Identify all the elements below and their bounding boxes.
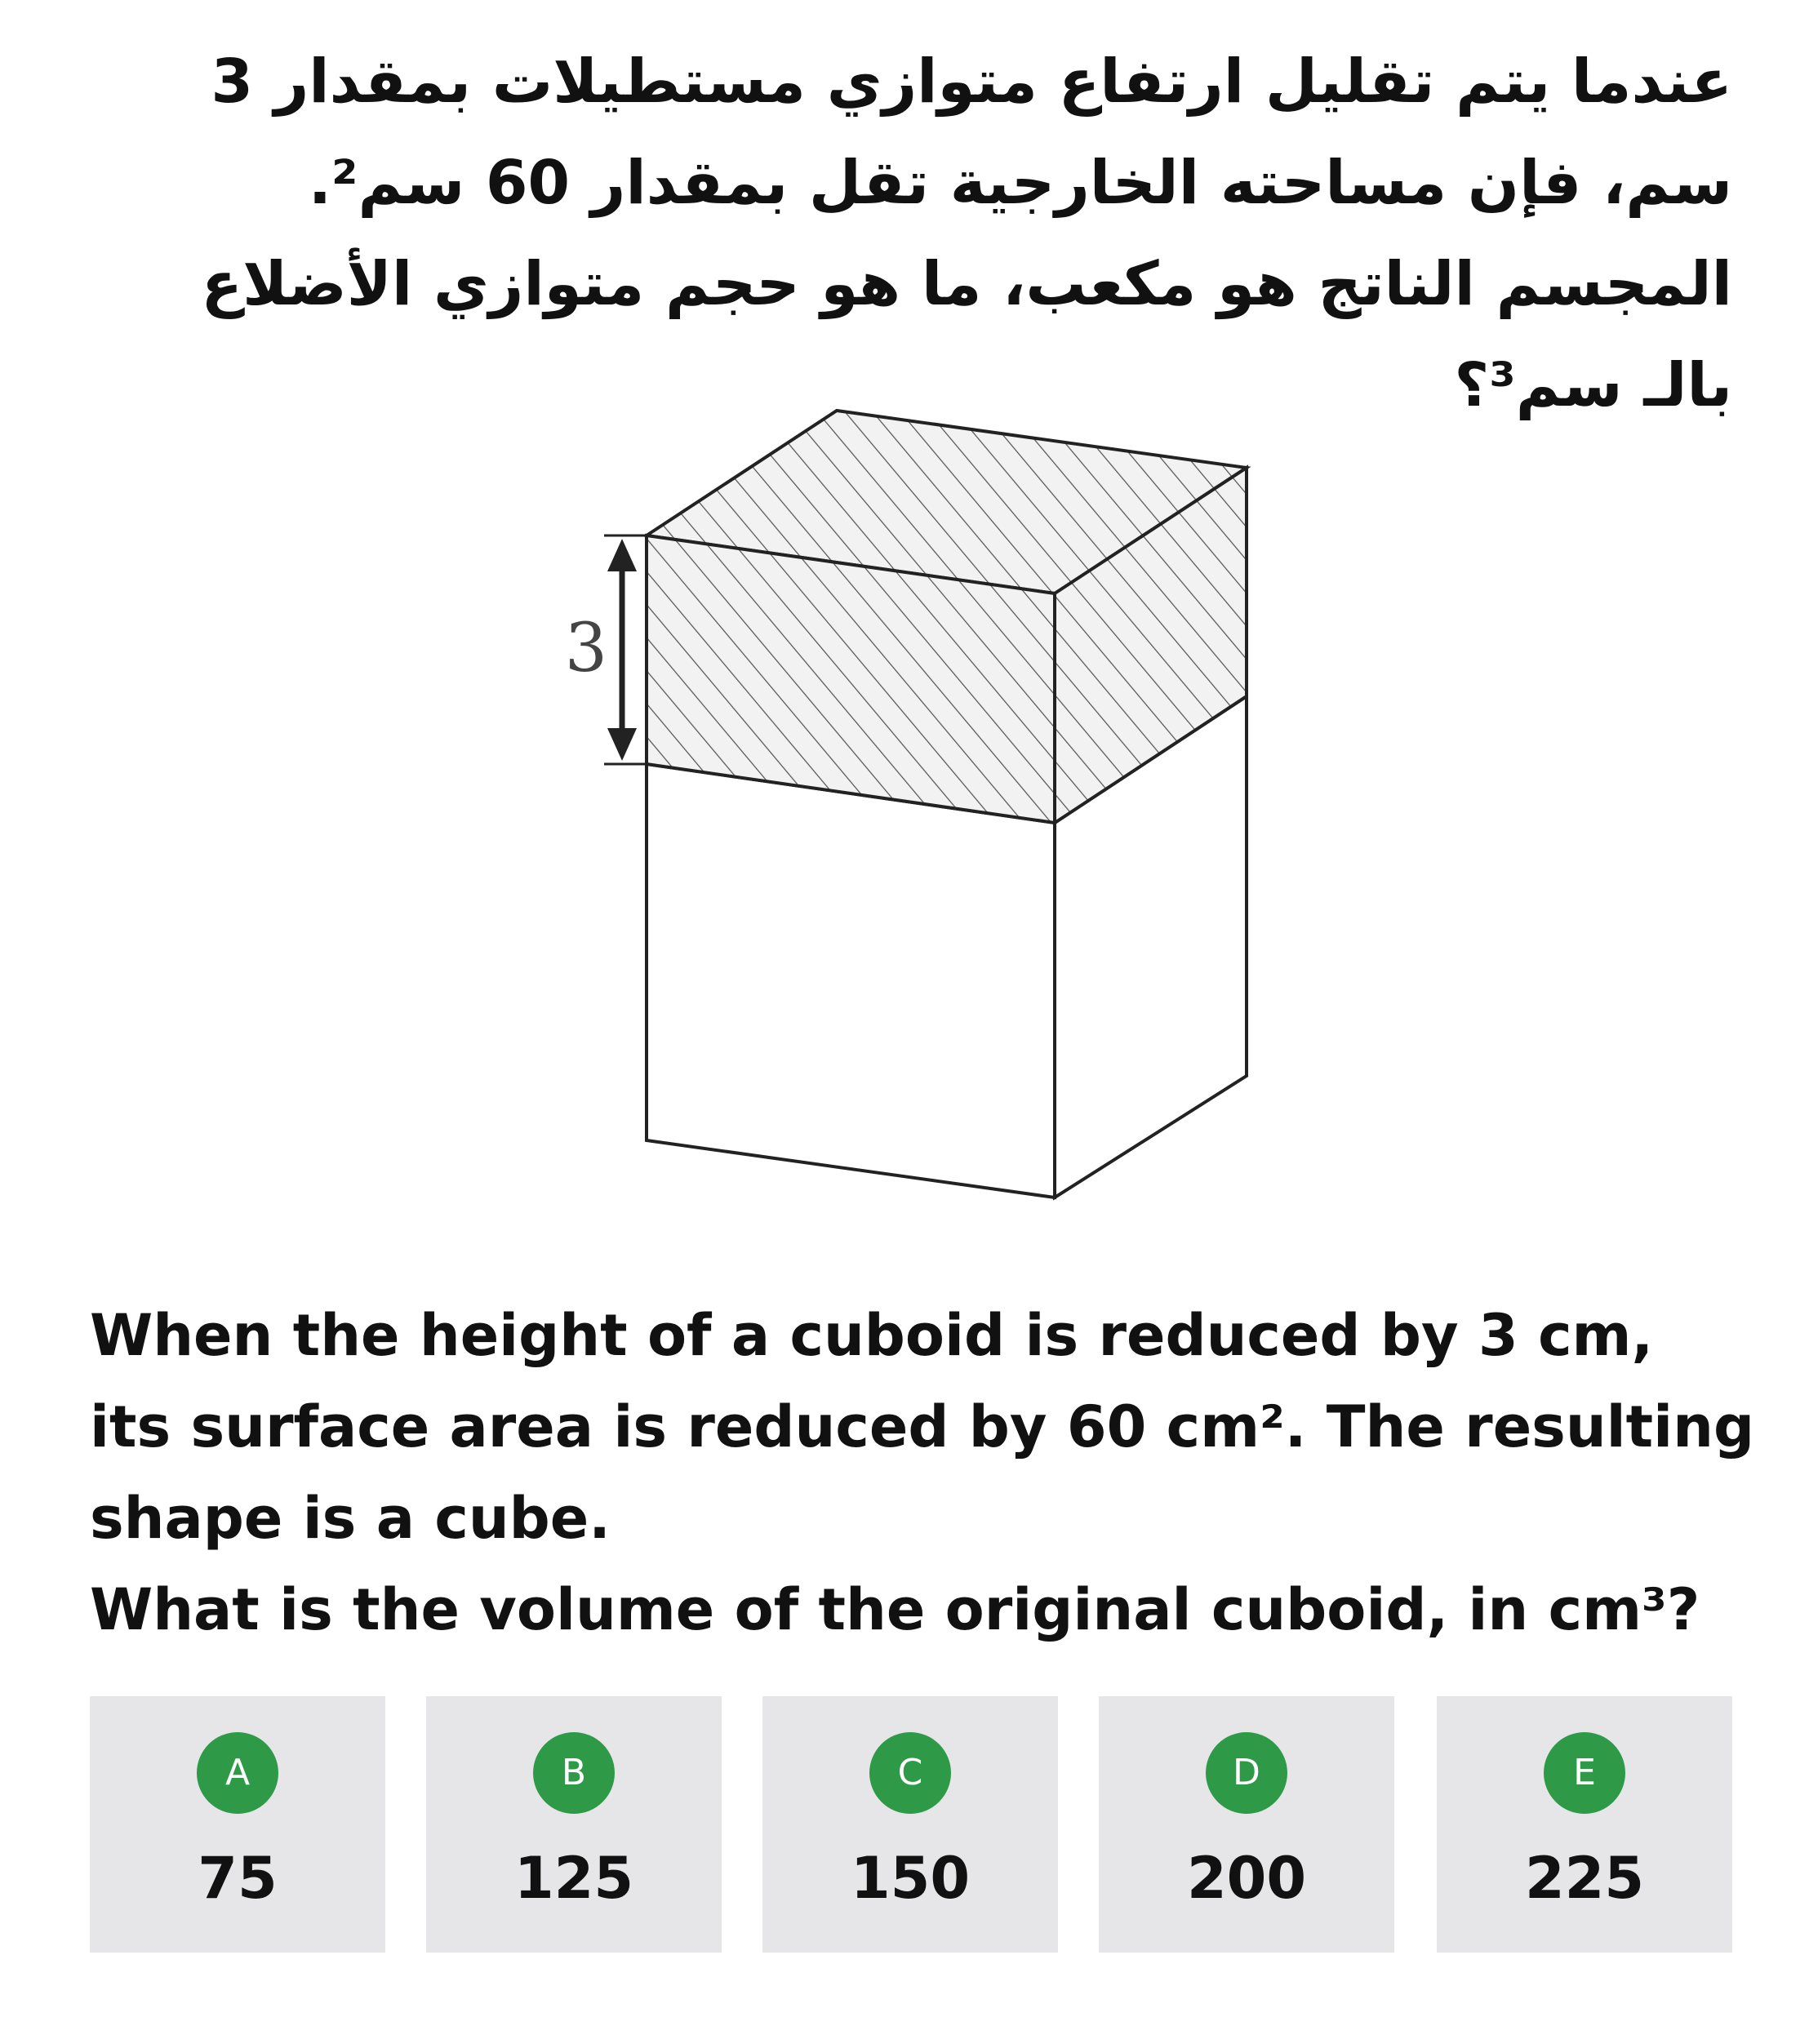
option-value: 150	[850, 1845, 971, 1912]
question-arabic-line: عندما يتم تقليل ارتفاع متوازي مستطيلات بمقدار 3	[211, 47, 1732, 117]
answer-options	[90, 1696, 1732, 1953]
option-a[interactable]	[90, 1696, 385, 1953]
question-english-line: its surface area is reduced by 60 cm². The resulting	[90, 1393, 1755, 1460]
option-letter-badge: B	[533, 1732, 615, 1814]
question-arabic-line: بالـ سم³؟	[1454, 350, 1732, 420]
option-b[interactable]	[426, 1696, 722, 1953]
question-arabic-line: سم، فإن مساحته الخارجية تقل بمقدار 60 سم².	[308, 148, 1732, 218]
question-english-line: shape is a cube.	[90, 1485, 611, 1552]
option-letter-badge: E	[1544, 1732, 1625, 1814]
question-arabic-line: المجسم الناتج هو مكعب، ما هو حجم متوازي الأضلاع	[201, 249, 1732, 319]
cube-front-face	[647, 764, 1055, 1198]
arrow-head-up	[607, 539, 637, 571]
height-label: 3	[564, 610, 608, 687]
option-d[interactable]	[1099, 1696, 1394, 1953]
option-letter-badge: C	[869, 1732, 951, 1814]
option-c[interactable]	[762, 1696, 1058, 1953]
option-value: 75	[198, 1845, 278, 1912]
option-letter-badge: A	[197, 1732, 278, 1814]
option-e[interactable]	[1437, 1696, 1732, 1953]
question-english-line: What is the volume of the original cuboid, in cm³?	[90, 1576, 1700, 1643]
question-english-line: When the height of a cuboid is reduced by 3 cm,	[90, 1302, 1654, 1369]
arrow-head-down	[607, 728, 637, 761]
option-value: 125	[513, 1845, 634, 1912]
option-value: 200	[1186, 1845, 1307, 1912]
option-letter-badge: D	[1206, 1732, 1287, 1814]
question-english	[90, 1290, 1763, 1655]
option-value: 225	[1524, 1845, 1645, 1912]
